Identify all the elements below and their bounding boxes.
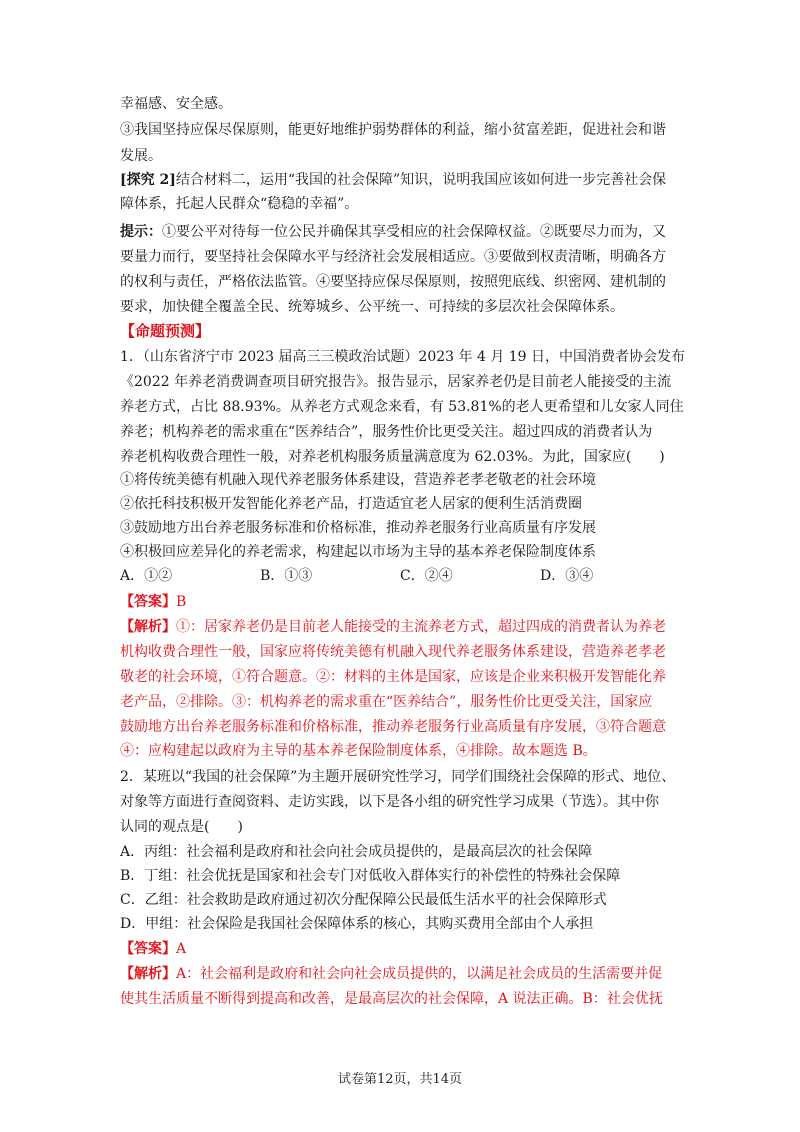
intro-line: ③我国坚持应保尽保原则，能更好地维护弱势群体的利益，缩小贫富差距，促进社会和谐 — [120, 122, 666, 138]
q2-option: B．丁组：社会优抚是国家和社会专门对低收入群体实行的补偿性的特殊社会保障 — [120, 868, 621, 884]
q2-answer — [120, 938, 690, 960]
hint-line: 要求，加快健全覆盖全民、统筹城乡、公平统一、可持续的多层次社会保障体系。 — [120, 299, 624, 315]
answer-value: B — [176, 594, 187, 610]
q1-analysis-line: 鼓励地方出台养老服务标准和价格标准，推动养老服务行业高质量有序发展，③符合题意 — [120, 719, 666, 735]
q1-options — [120, 565, 690, 587]
intro-line: 幸福感、安全感。 — [120, 96, 232, 112]
q1-answer — [120, 591, 690, 613]
q2-stem-line: 对象等方面进行查阅资料、走访实践，以下是各小组的研究性学习成果（节选）。其中你 — [120, 794, 659, 810]
q1-option-a: A．①② — [120, 568, 173, 584]
intro-line: 发展。 — [120, 148, 162, 164]
hint-line: 的权利与责任，严格依法监管。④要坚持应保尽保原则，按照兜底线、织密网、建机制的 — [120, 274, 666, 290]
explore-line: 障体系，托起人民群众“稳稳的幸福”。 — [120, 196, 359, 212]
q1-analysis-line — [120, 616, 690, 638]
analysis-label: 【解析】 — [120, 966, 176, 982]
q1-stem-line: 养老机构收费合理性一般，对养老机构服务质量满意度为 62.03%。为此，国家应( ) — [120, 449, 665, 465]
q1-option-d: D．③④ — [540, 568, 594, 584]
q1-stem-line: 养老方式，占比 88.93%。从养老方式观念来看，有 53.81%的老人更希望和儿女家人同住 — [120, 399, 684, 415]
q1-option-c: C．②④ — [400, 568, 453, 584]
q2-option: C．乙组：社会救助是政府通过初次分配保障公民最低生活水平的社会保障形式 — [120, 892, 607, 908]
explore-text: 结合材料二，运用“我国的社会保障”知识，说明我国应该如何进一步完善社会保 — [175, 172, 667, 188]
hint-label: 提示： — [120, 224, 162, 240]
q2-option: D．甲组：社会保险是我国社会保障体系的核心，其购买费用全部由个人承担 — [120, 916, 594, 932]
q1-analysis-line: ④：应构建起以政府为主导的基本养老保险制度体系，④排除。故本题选 B。 — [120, 743, 597, 759]
q1-statement: ①将传统美德有机融入现代养老服务体系建设，营造养老孝老敬老的社会环境 — [120, 472, 596, 488]
q1-stem-line: 1．（山东省济宁市 2023 届高三三模政治试题）2023 年 4 月 19 日，中国消费者协会发布 — [120, 349, 686, 365]
q1-option-b: B．①③ — [260, 568, 313, 584]
page-footer: 试卷第12页，共14页 — [337, 1072, 463, 1087]
q2-stem-line: 认同的观点是( ) — [120, 819, 243, 835]
answer-value: A — [176, 941, 187, 957]
q1-stem-line: 养老；机构养老的需求重在“医养结合”，服务性价比更受关注。超过四成的消费者认为 — [120, 424, 653, 440]
q1-statement: ③鼓励地方出台养老服务标准和价格标准，推动养老服务行业高质量有序发展 — [120, 520, 596, 536]
q1-analysis-line: 老产品，②排除。③：机构养老的需求重在“医养结合”，服务性价比更受关注，国家应 — [120, 694, 653, 710]
q2-analysis-line — [120, 963, 690, 985]
q2-option: A．丙组：社会福利是政府和社会向社会成员提供的，是最高层次的社会保障 — [120, 844, 593, 860]
explore-line — [120, 169, 690, 191]
analysis-text: A：社会福利是政府和社会向社会成员提供的，以满足社会成员的生活需要并促 — [176, 966, 663, 982]
q1-analysis-line: 机构收费合理性一般，国家应将传统美德有机融入现代养老服务体系建设，营造养老孝老 — [120, 644, 666, 660]
q1-analysis-line: 敬老的社会环境，①符合题意。②：材料的主体是国家，应该是企业来积极开发智能化养 — [120, 669, 666, 685]
hint-line: 要量力而行，要坚持社会保障水平与经济社会发展相适应。③要做到权责清晰，明确各方 — [120, 249, 666, 265]
explore-label: [探究 2] — [120, 172, 176, 188]
hint-text: ①要公平对待每一位公民并确保其享受相应的社会保障权益。②既要尽力而为，又 — [162, 224, 666, 240]
analysis-text: ①：居家养老仍是目前老人能接受的主流养老方式，超过四成的消费者认为养老 — [176, 619, 666, 635]
q1-stem-line: 《2022 年养老消费调查项目研究报告》。报告显示，居家养老仍是目前老人能接受的主流 — [120, 374, 672, 390]
answer-label: 【答案】 — [120, 941, 176, 957]
hint-line — [120, 221, 690, 243]
q2-analysis-line: 使其生活质量不断得到提高和改善，是最高层次的社会保障，A 说法正确。B：社会优抚 — [120, 991, 663, 1007]
q1-statement: ②依托科技积极开发智能化养老产品，打造适宜老人居家的便利生活消费圈 — [120, 496, 582, 512]
analysis-label: 【解析】 — [120, 619, 176, 635]
q2-stem-line: 2．某班以“我国的社会保障”为主题开展研究性学习，同学们围绕社会保障的形式、地位、 — [120, 769, 676, 785]
section-title: 【命题预测】 — [120, 322, 211, 340]
q1-statement: ④积极回应差异化的养老需求，构建起以市场为主导的基本养老保险制度体系 — [120, 544, 596, 560]
answer-label: 【答案】 — [120, 594, 176, 610]
